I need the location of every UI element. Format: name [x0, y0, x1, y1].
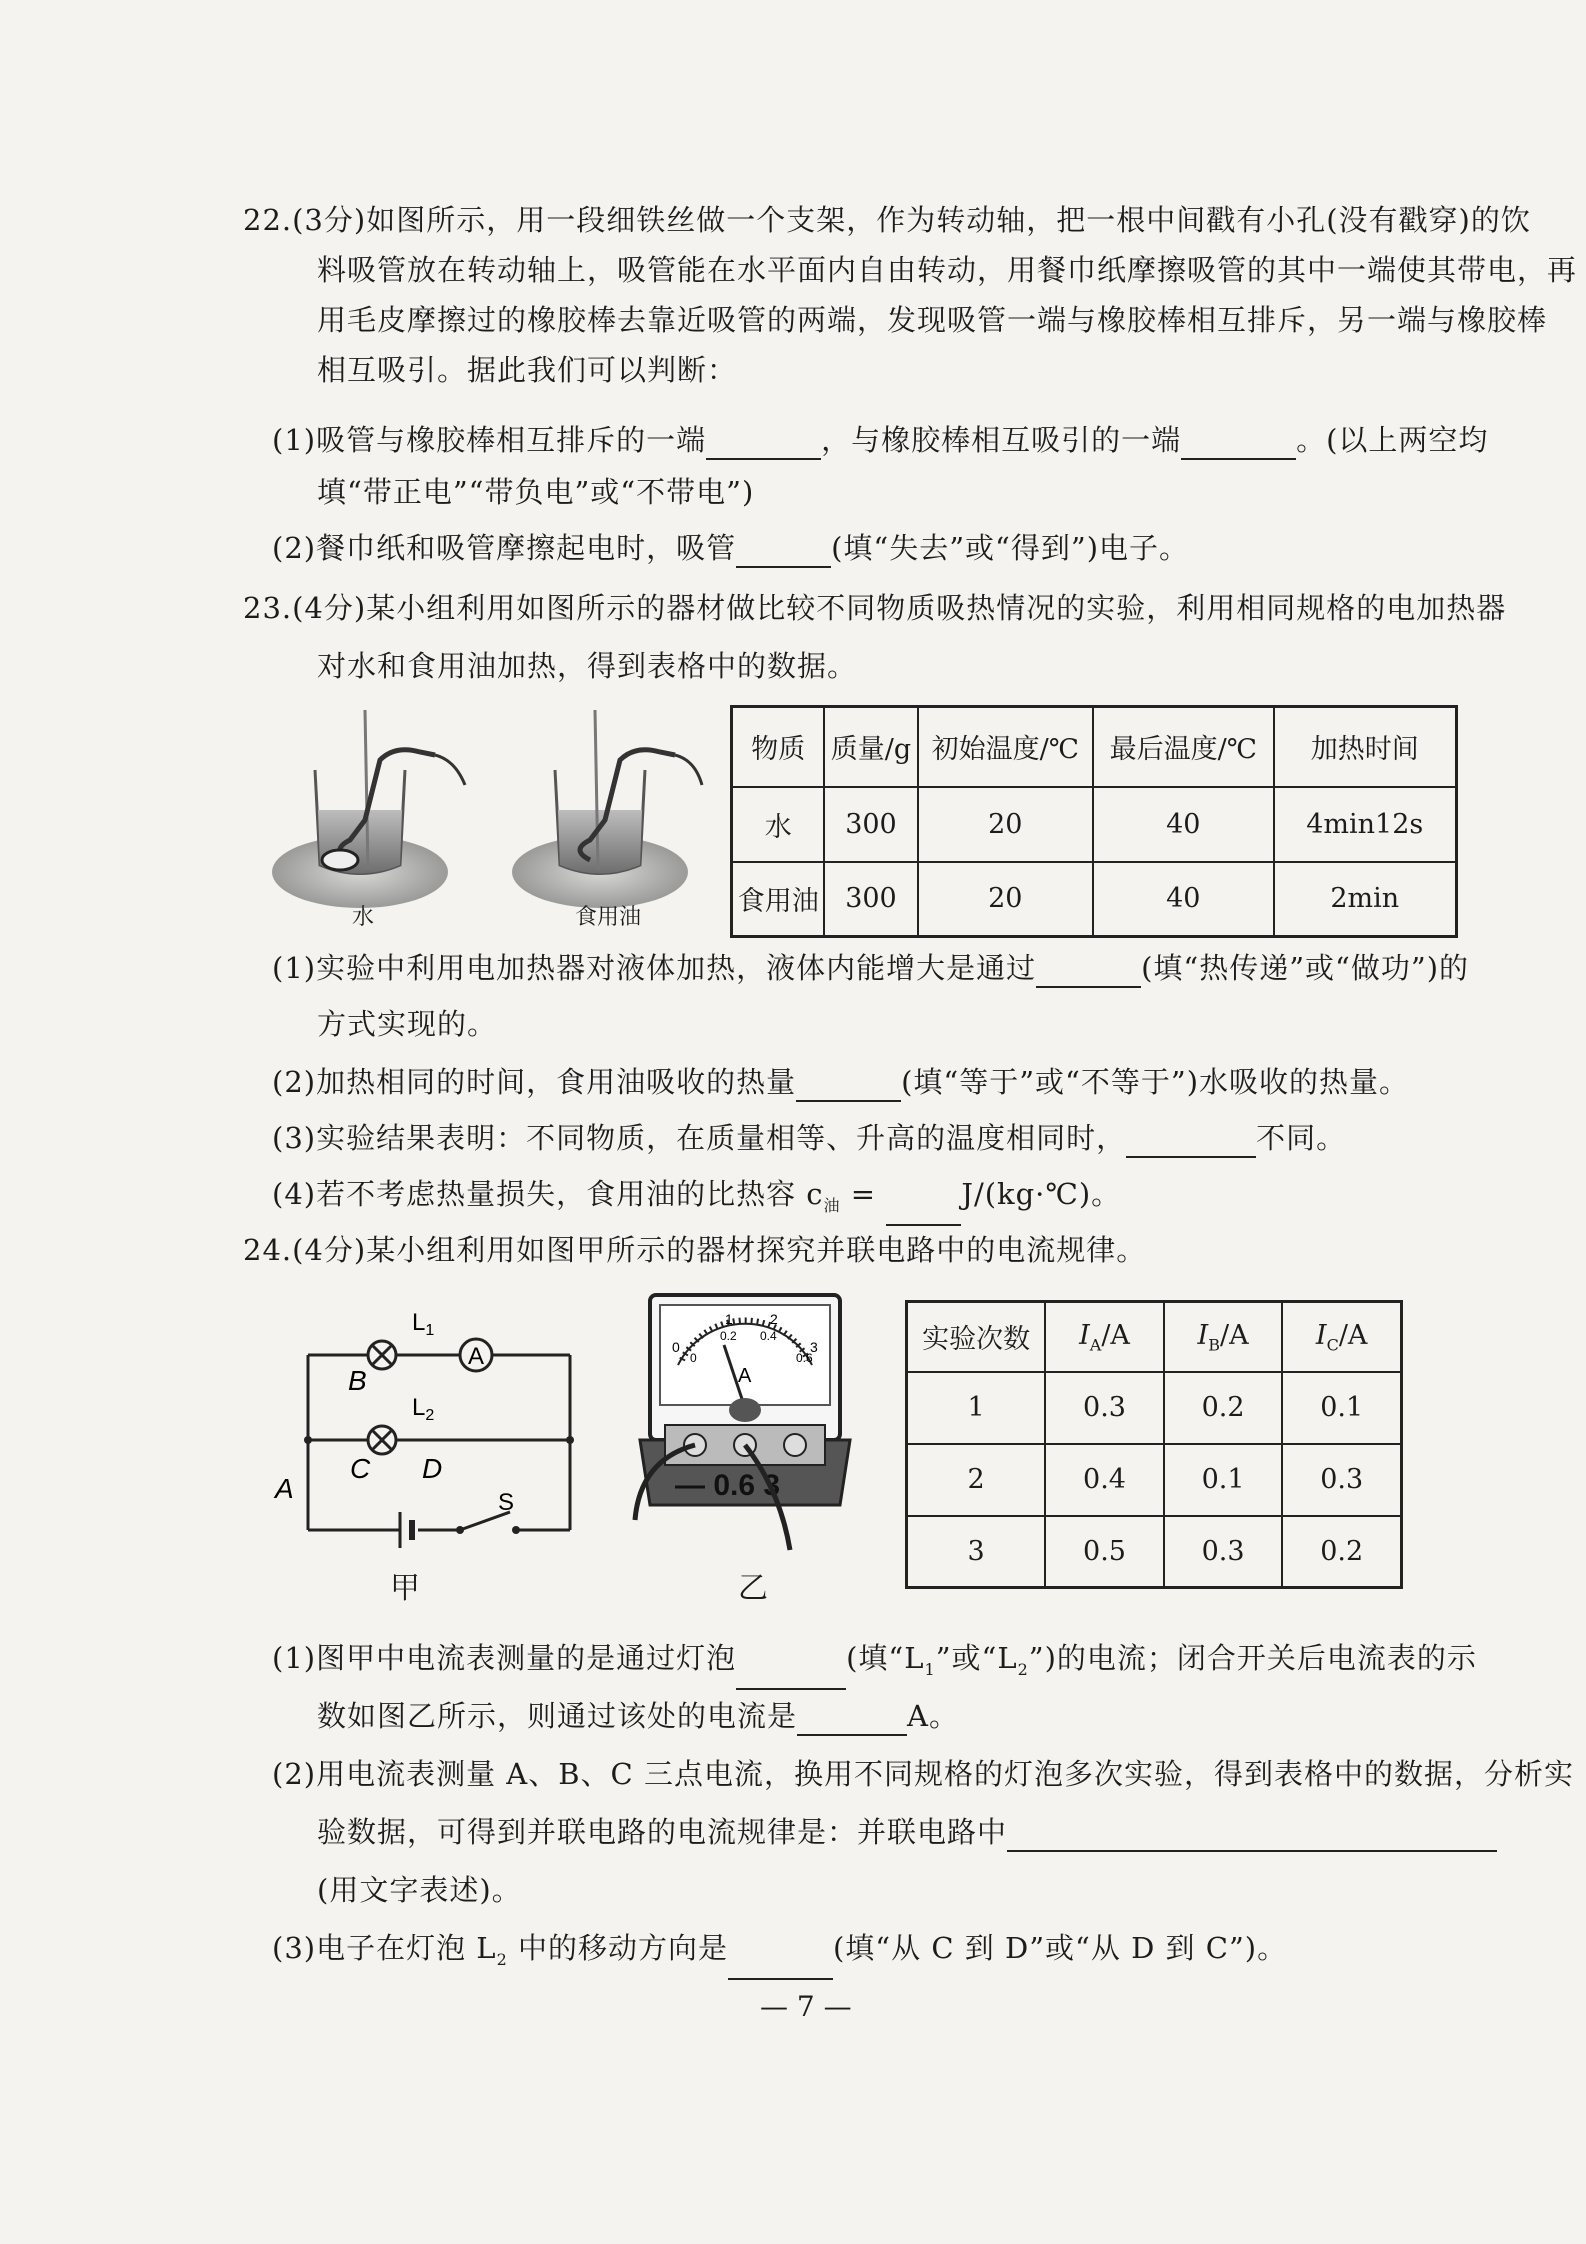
water-beaker	[272, 710, 465, 908]
scale-top-2: 2	[770, 1311, 778, 1327]
q23-blank-1[interactable]	[1036, 956, 1141, 988]
q23-part1-cont: 方式实现的。	[317, 1007, 498, 1041]
table-cell: 食用油	[732, 862, 825, 937]
q24-blank-4[interactable]	[728, 1948, 833, 1980]
q22-part2-text-b: (填“失去”或“得到”)电子。	[831, 531, 1190, 565]
q23-part4-equals: =	[840, 1177, 887, 1211]
q23-part2	[272, 1062, 1409, 1102]
q24-part1-text-c: ”或“L	[935, 1641, 1018, 1675]
q22-part2	[272, 528, 1189, 568]
q24-part1-text-e: 数如图乙所示，则通过该处的电流是	[317, 1699, 798, 1733]
table-row	[732, 787, 1457, 862]
q22-intro-line-2: 料吸管放在转动轴上，吸管能在水平面内自由转动，用餐巾纸摩擦吸管的其中一端使其带电，再	[317, 253, 1578, 287]
q23-part2-text-b: (填“等于”或“不等于”)水吸收的热量。	[901, 1065, 1410, 1099]
q23-part4-subscript: 油	[823, 1195, 841, 1215]
q22-intro-line-1: 22.(3分)如图所示，用一段细铁丝做一个支架，作为转动轴，把一根中间戳有小孔(没有戳穿)的饮	[243, 203, 1531, 237]
q23-blank-2[interactable]	[796, 1070, 901, 1102]
q24-th-ib: $I_B/A$	[1164, 1302, 1283, 1372]
ammeter-caption: 乙	[738, 1571, 768, 1606]
q23-part4-text-a: (4)若不考虑热量损失，食用油的比热容 c	[272, 1177, 824, 1211]
ammeter-unit-label: A	[738, 1365, 752, 1387]
table-cell: 1	[907, 1372, 1046, 1444]
table-cell: 0.1	[1282, 1372, 1401, 1444]
q22-blank-2[interactable]	[1181, 428, 1296, 460]
q24-sub-2: 2	[1017, 1659, 1029, 1679]
switch-s-label: S	[498, 1489, 515, 1516]
q23-part1-text-a: (1)实验中利用电加热器对液体加热，液体内能增大是通过	[272, 951, 1037, 985]
table-cell: 0.4	[1045, 1444, 1164, 1516]
junction-dot	[304, 1436, 312, 1444]
q24-table-header-row	[907, 1302, 1402, 1372]
q23-th-substance: 物质	[732, 707, 825, 787]
ammeter-symbol-label: A	[468, 1343, 485, 1370]
table-cell: 0.3	[1164, 1516, 1283, 1588]
q24-part3-text-a: (3)电子在灯泡 L	[272, 1931, 497, 1965]
table-cell: 2	[907, 1444, 1046, 1516]
lamp-l2-label: $L_2$	[412, 1394, 435, 1424]
junction-dot	[566, 1436, 574, 1444]
q22-part1-text-b: ，与橡胶棒相互吸引的一端	[821, 423, 1182, 457]
q23-part3-text-b: 不同。	[1256, 1121, 1347, 1155]
switch-contact	[512, 1526, 520, 1534]
point-a-label: A	[275, 1473, 294, 1504]
table-row	[907, 1444, 1402, 1516]
q24-part1-cont	[317, 1696, 959, 1736]
point-b-label: B	[348, 1365, 367, 1396]
ammeter-reading-figure	[620, 1290, 860, 1560]
lamp-l1-label: $L_1$	[412, 1309, 435, 1339]
q22-part1-text-c: 。(以上两空均	[1296, 423, 1489, 457]
table-cell: 40	[1093, 787, 1273, 862]
table-cell: 2min	[1274, 862, 1457, 937]
scale-bottom-0: 0	[690, 1351, 697, 1365]
q24-blank-1[interactable]	[736, 1658, 846, 1690]
q23-part4-unit: J/(kg·℃)。	[961, 1177, 1122, 1211]
q24-part3-text-b: 中的移动方向是	[507, 1931, 728, 1965]
terminal-3[interactable]	[784, 1434, 806, 1456]
table-cell: 300	[824, 787, 917, 862]
table-cell: 20	[918, 862, 1094, 937]
q24-part1	[272, 1638, 1477, 1690]
q23-part3	[272, 1118, 1346, 1158]
q22-intro-line-4: 相互吸引。据此我们可以判断：	[317, 353, 738, 387]
table-cell: 0.3	[1045, 1372, 1164, 1444]
q24-part1-text-d: ”)的电流；闭合开关后电流表的示	[1028, 1641, 1477, 1675]
water-label: 水	[352, 905, 375, 930]
q24-part3-subscript: 2	[496, 1949, 508, 1969]
oil-label: 食用油	[575, 905, 642, 930]
q23-th-heating-time: 加热时间	[1274, 707, 1457, 787]
point-c-label: C	[350, 1453, 371, 1484]
q24-blank-3[interactable]	[1007, 1820, 1497, 1852]
q24-data-table	[905, 1300, 1403, 1589]
q23-part3-text-a: (3)实验结果表明：不同物质，在质量相等、升高的温度相同时，	[272, 1121, 1127, 1155]
circuit-caption: 甲	[390, 1571, 420, 1606]
q22-part1-text-a: (1)吸管与橡胶棒相互排斥的一端	[272, 423, 707, 457]
q24-intro: 24.(4分)某小组利用如图甲所示的器材探究并联电路中的电流规律。	[243, 1233, 1147, 1267]
q24-part1-text-a: (1)图甲中电流表测量的是通过灯泡	[272, 1641, 737, 1675]
q23-blank-4[interactable]	[886, 1194, 961, 1226]
scale-outer-0: 0	[672, 1339, 680, 1355]
q24-part2-line-3: (用文字表述)。	[317, 1873, 522, 1907]
q24-part3	[272, 1928, 1287, 1980]
q23-th-initial-temp: 初始温度/℃	[918, 707, 1094, 787]
scale-top-1: 1	[725, 1311, 733, 1327]
table-row	[732, 862, 1457, 937]
q22-intro-line-3: 用毛皮摩擦过的橡胶棒去靠近吸管的两端，发现吸管一端与橡胶棒相互排斥，另一端与橡胶棒	[317, 303, 1548, 337]
table-cell: 0.1	[1164, 1444, 1283, 1516]
q23-part4	[272, 1174, 1121, 1226]
table-cell: 20	[918, 787, 1094, 862]
q23-part1	[272, 948, 1469, 988]
terminal-labels: — 0.6 3	[675, 1469, 781, 1502]
q24-part1-text-b: (填“L	[846, 1641, 925, 1675]
q23-blank-3[interactable]	[1126, 1126, 1256, 1158]
table-cell: 0.2	[1164, 1372, 1283, 1444]
table-cell: 3	[907, 1516, 1046, 1588]
q24-part2-line-1: (2)用电流表测量 A、B、C 三点电流，换用不同规格的灯泡多次实验，得到表格中的数据，分析实	[272, 1757, 1574, 1791]
oil-beaker	[512, 710, 702, 908]
q24-part2-line-2	[317, 1812, 1497, 1852]
q22-blank-1[interactable]	[706, 428, 821, 460]
q23-part2-text-a: (2)加热相同的时间，食用油吸收的热量	[272, 1065, 797, 1099]
switch-contact	[456, 1526, 464, 1534]
table-cell: 300	[824, 862, 917, 937]
q22-part1	[272, 420, 1488, 460]
q24-blank-2[interactable]	[797, 1704, 907, 1736]
table-cell: 0.5	[1045, 1516, 1164, 1588]
q23-intro-line-1: 23.(4分)某小组利用如图所示的器材做比较不同物质吸热情况的实验，利用相同规格的电加热器	[243, 591, 1507, 625]
table-cell: 0.2	[1282, 1516, 1401, 1588]
q23-intro-line-2: 对水和食用油加热，得到表格中的数据。	[317, 649, 858, 683]
table-row	[907, 1516, 1402, 1588]
scale-bottom-02: 0.2	[720, 1329, 737, 1343]
table-cell: 水	[732, 787, 825, 862]
table-row	[907, 1372, 1402, 1444]
q22-part1-note: 填“带正电”“带负电”或“不带电”)	[317, 475, 755, 509]
q23-data-table	[730, 705, 1458, 938]
page-number: — 7 —	[760, 1990, 852, 2023]
q24-part1-text-f: A。	[907, 1699, 959, 1733]
table-cell: 4min12s	[1274, 787, 1457, 862]
table-cell: 40	[1093, 862, 1273, 937]
q24-th-ic: $I_C/A$	[1282, 1302, 1401, 1372]
heating-beakers-figure	[270, 700, 710, 930]
q22-part2-text-a: (2)餐巾纸和吸管摩擦起电时，吸管	[272, 531, 737, 565]
q23-part1-text-b: (填“热传递”或“做功”)的	[1141, 951, 1470, 985]
point-d-label: D	[422, 1453, 443, 1484]
q24-th-trial: 实验次数	[907, 1302, 1046, 1372]
table-cell: 0.3	[1282, 1444, 1401, 1516]
q24-sub-1: 1	[924, 1659, 936, 1679]
q24-th-ia: $I_A/A$	[1045, 1302, 1164, 1372]
q23-table-header-row	[732, 707, 1457, 787]
q22-blank-3[interactable]	[736, 536, 831, 568]
q23-th-mass: 质量/g	[824, 707, 917, 787]
q24-part2-text-b: 验数据，可得到并联电路的电流规律是：并联电路中	[317, 1815, 1008, 1849]
parallel-circuit-diagram	[270, 1300, 590, 1550]
q24-part3-text-c: (填“从 C 到 D”或“从 D 到 C”)。	[832, 1931, 1288, 1965]
scale-bottom-04: 0.4	[760, 1329, 777, 1343]
scale-outer-3: 3	[810, 1339, 818, 1355]
q23-th-final-temp: 最后温度/℃	[1093, 707, 1273, 787]
scale-bottom-06: 0.6	[796, 1351, 813, 1365]
